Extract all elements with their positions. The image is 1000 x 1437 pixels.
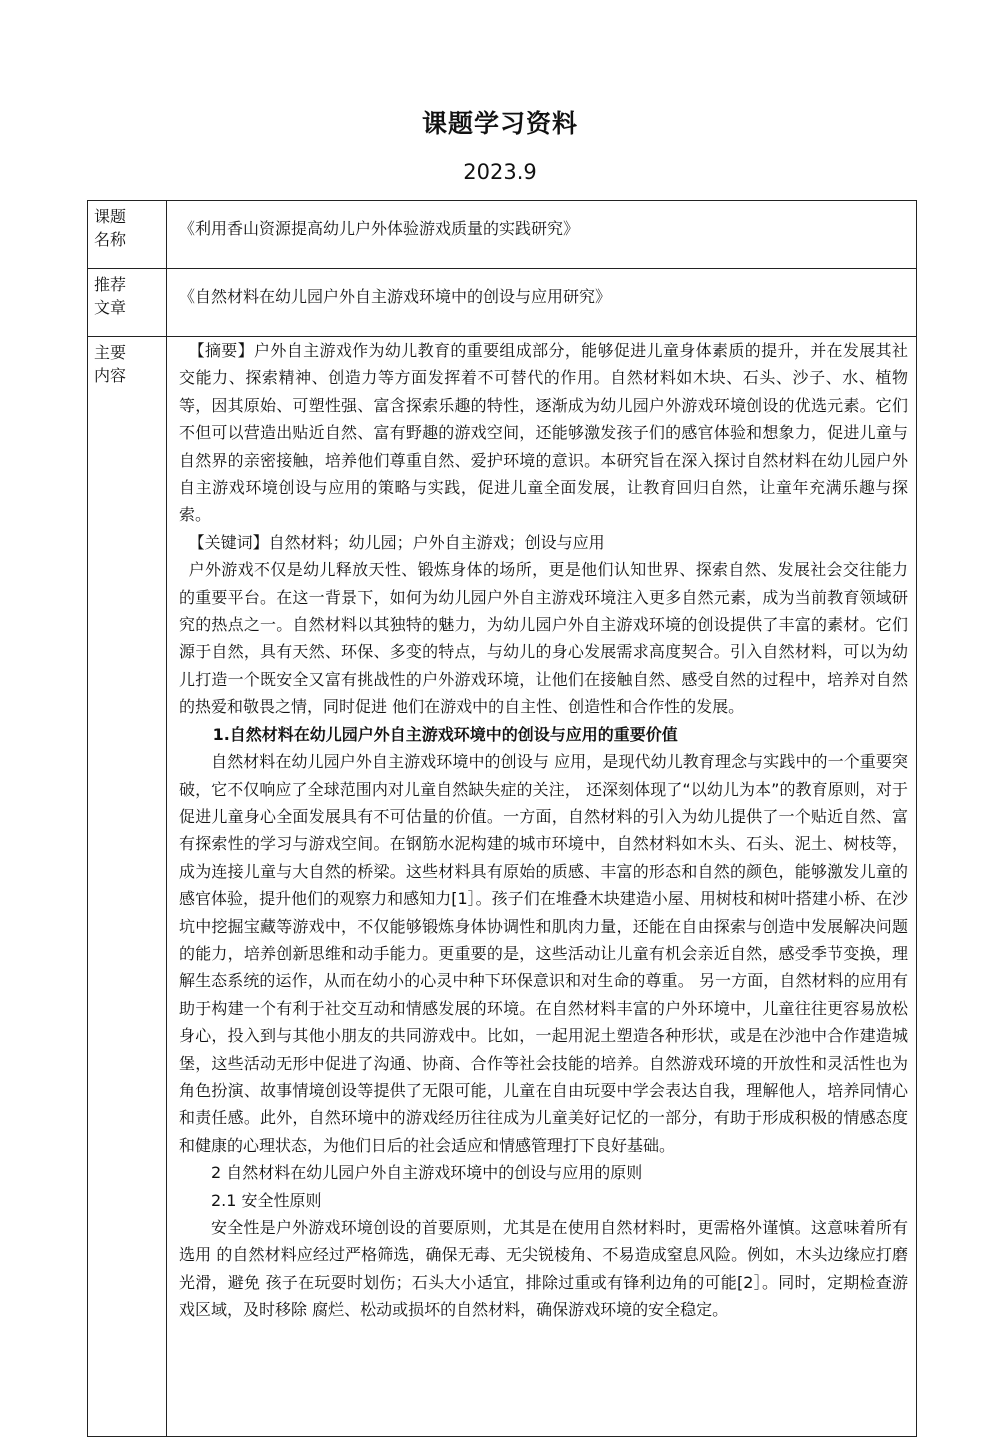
- topic-name-value: 《利用香山资源提高幼儿户外体验游戏质量的实践研究》: [167, 201, 917, 269]
- label-recommended-article: 推荐 文章: [88, 269, 167, 337]
- abstract-paragraph: 【摘要】户外自主游戏作为幼儿教育的重要组成部分，能够促进儿童身体素质的提升，并在发展其社交能力、探索精神、创造力等方面发挥着不可替代的作用。自然材料如木块、石头、沙子、水、植物等，因其原始、可塑性强、富含探索乐趣的特性，逐渐成为幼儿园户外游戏环境创设的优选元素。它们不但可以营造出贴近自然、富有野趣的游戏空间，还能够激发孩子们的感官体验和想象力，促进儿童与自然界的亲密接触，培养他们尊重自然、爱护环境的意识。本研究旨在深入探讨自然材料在幼儿园户外自主游戏环境创设与应用的策略与实践，促进儿童全面发展，让教育回归自然，让童年充满乐趣与探索。: [179, 341, 908, 525]
- recommended-article-value: 《自然材料在幼儿园户外自主游戏环境中的创设与应用研究》: [167, 269, 917, 337]
- keywords-paragraph: 【关键词】自然材料；幼儿园；户外自主游戏；创设与应用: [188, 532, 605, 552]
- section-1-heading: 1.自然材料在幼儿园户外自主游戏环境中的创设与应用的重要价值: [212, 724, 678, 744]
- section-2-1-paragraph: 安全性是户外游戏环境创设的首要原则，尤其是在使用自然材料时，更需格外谨慎。这意味着所有选用 的自然材料应经过严格筛选，确保无毒、无尖锐棱角、不易造成窒息风险。例如，木头边缘应打磨光滑，避免 孩子在玩耍时划伤；石头大小适宜，排除过重或有锋利边角的可能[2］。同时，定期检查游戏区域，及时移除 腐烂、松动或损坏的自然材料，确保游戏环境的安全稳定。: [179, 1218, 908, 1320]
- table-row-content: [88, 337, 917, 1437]
- intro-paragraph: 户外游戏不仅是幼儿释放天性、锻炼身体的场所，更是他们认知世界、探索自然、发展社会交往能力的重要平台。在这一背景下，如何为幼儿园户外自主游戏环境注入更多自然元素，成为当前教育领域研究的热点之一。自然材料以其独特的魅力，为幼儿园户外自主游戏环境的创设提供了丰富的素材。它们源于自然，具有天然、环保、多变的特点，与幼儿的身心发展需求高度契合。引入自然材料，可以为幼儿打造一个既安全又富有挑战性的户外游戏环境，让他们在接触自然、感受自然的过程中，培养对自然的热爱和敬畏之情，同时促进 他们在游戏中的自主性、创造性和合作性的发展。: [179, 560, 908, 717]
- page-date: 2023.9: [463, 160, 537, 184]
- page-title: 课题学习资料: [421, 109, 578, 138]
- label-main-content: 主要 内容: [88, 337, 167, 1437]
- label-topic-name: 课题 名称: [88, 201, 167, 269]
- table-row-topic: [88, 201, 917, 269]
- section-2-1-heading: 2.1 安全性原则: [211, 1190, 322, 1210]
- table-row-article: [88, 269, 917, 337]
- section-1-paragraph: 自然材料在幼儿园户外自主游戏环境中的创设与 应用，是现代幼儿教育理念与实践中的一个重要突破，它不仅响应了全球范围内对儿童自然缺失症的关注， 还深刻体现了“以幼儿为本”的教育原则，对于促进儿童身心全面发展具有不可估量的价值。一方面，自然材料的引入为幼儿提供了一个贴近自然、富有探索性的学习与游戏空间。在钢筋水泥构建的城市环境中，自然材料如木头、石头、泥土、树枝等，成为连接儿童与大自然的桥梁。这些材料具有原始的质感、丰富的形态和自然的颜色，能够激发儿童的感官体验，提升他们的观察力和感知力[1］。孩子们在堆叠木块建造小屋、用树枝和树叶搭建小桥、在沙坑中挖掘宝藏等游戏中，不仅能够锻炼身体协调性和肌肉力量，还能在自由探索与创造中发展解决问题的能力，培养创新思维和动手能力。更重要的是，这些活动让儿童有机会亲近自然，感受季节变换，理解生态系统的运作，从而在幼小的心灵中种下环保意识和对生命的尊重。 另一方面，自然材料的应用有助于构建一个有利于社交互动和情感发展的环境。在自然材料丰富的户外环境中，儿童往往更容易放松身心，投入到与其他小朋友的共同游戏中。比如，一起用泥土塑造各种形状，或是在沙池中合作建造城堡，这些活动无形中促进了沟通、协商、合作等社会技能的培养。自然游戏环境的开放性和灵活性也为角色扮演、故事情境创设等提供了无限可能，儿童在自由玩耍中学会表达自我，理解他人，培养同情心和责任感。此外，自然环境中的游戏经历往往成为儿童美好记忆的一部分，有助于形成积极的情感态度和健康的心理状态，为他们日后的社会适应和情感管理打下良好基础。: [179, 752, 908, 1155]
- section-2-heading: 2 自然材料在幼儿园户外自主游戏环境中的创设与应用的原则: [211, 1163, 643, 1183]
- main-content-body: [167, 337, 917, 1437]
- info-table: [87, 200, 917, 1437]
